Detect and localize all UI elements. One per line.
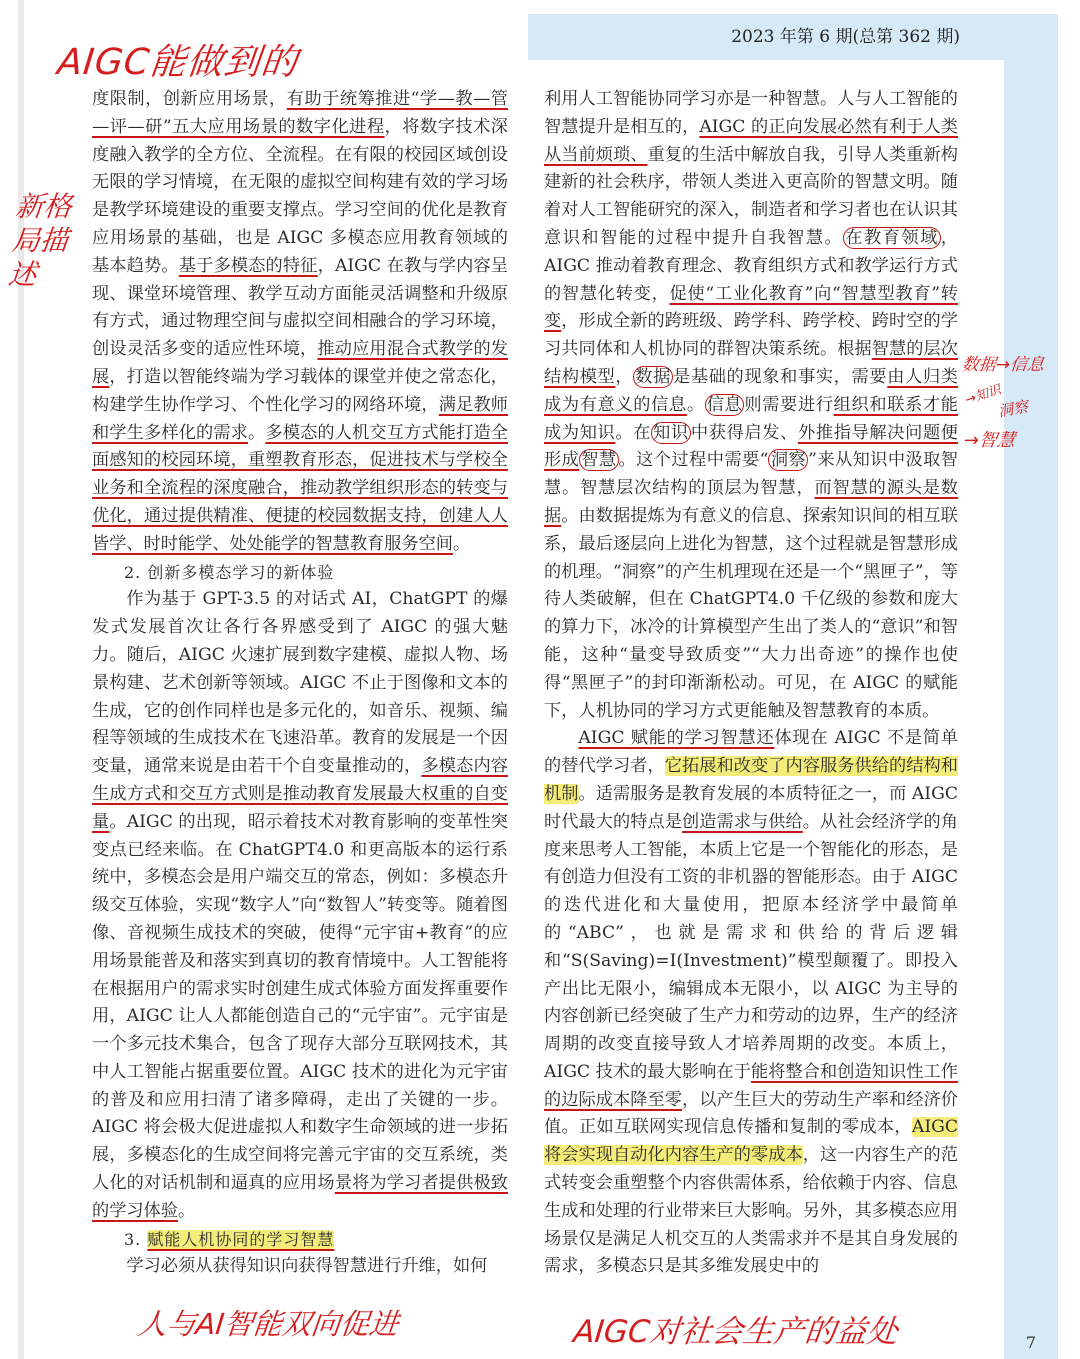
highlighted-text: AIGC 将会实现自动化内容生产的零成本 — [544, 1117, 958, 1166]
issue-header: 2023 年第 6 期(总第 362 期) — [731, 27, 960, 47]
text-run: 度限制，创新应用场景， — [92, 89, 287, 109]
highlighted-heading: 赋能人机协同的学习智慧 — [147, 1229, 335, 1249]
text-run: 。从社会经济学的角度来思考人工智能，本质上它是一个智能化的形态，是有创造力但没有工资的非机器的智能形态。由于 AIGC 的迭代进化和大量使用，把原本经济学中最简单的“ABC”，也就是需求和供给的背后逻辑和“S(Saving)=I(Investment)”模型颠覆了。即投入产出比无限小，编辑成本无限小，以 AIGC 为主导的内容创新已经突破了生产力和劳动的边界，生产的经济周期的改变直接导致人才培养周期的改变。本质上，AIGC 技术的最大影响在于 — [544, 811, 958, 1082]
underlined-text: 由人归类成为有意义的信息 — [544, 366, 958, 415]
circled-text: 知识 — [653, 422, 689, 443]
circled-text: 洞察 — [770, 450, 807, 471]
left-paragraph-3: 学习必须从获得知识向获得智慧进行升维，如何 — [126, 1256, 488, 1277]
circled-text: 在教育领域 — [845, 227, 939, 248]
text-run: 。由数据提炼为有意义的信息、探索知识间的相互联系，最后逐层向上进化为智慧，这个过程就是智慧形成的机理。“洞察”的产生机理现在还是一个“黑匣子”，等待人类破解，但在 ChatGPT4.0 千亿级的参数和庞大的算力下，冰冷的计算模型产生出了类人的“意识”和智能，这种“量变导致质变”“大力出奇迹”的操作也使得“黑匣子”的封印渐渐松动。可见，在 AIGC 的赋能下，人机协同的学习方式更能触及智慧教育的本质。 — [544, 505, 958, 721]
underlined-text: 有助于统筹推进“学—教—管—评—研”五大应用场景的数字化进程 — [92, 89, 508, 137]
text-run: 。在 — [615, 422, 652, 443]
left-paragraph-2 — [92, 586, 508, 1225]
circled-text: 数据 — [635, 366, 671, 387]
text-run: ，AIGC 在教与学内容呈现、课堂环境管理、教学互动方面能灵活调整和升级原有方式，通过物理空间与虚拟空间相融合的学习环境，创设灵活多变的适应性环境， — [92, 255, 508, 360]
underlined-text: 组织和联系才能成为知识 — [544, 394, 958, 443]
text-run: ”来从知识中汲取智慧。智慧层次结构的顶层为智慧， — [544, 450, 958, 499]
handwritten-note-side: 新格局描述 — [6, 190, 74, 291]
text-run: 。AIGC 的出现，昭示着技术对教育影响的变革性突变点已经来临。在 ChatGPT4.0 和更高版本的运行系统中，多模态会是用户端交互的常态，例如：多模态升级交互体验，实现“数字人”向“数智人”转变等。随着图像、音视频生成技术的突破，使得“元宇宙+教育”的应用场景能普及和落实到真切的教育情境中。人工智能将在根据用户的需求实时创建生成式体验方面发挥重要作用，AIGC 让人人都能创造自己的“元宇宙”。元宇宙是一个多元技术集合，包含了现存大部分互联网技术，其中人工智能占据重要位置。AIGC 技术的进化为元宇宙的普及和应用扫清了诸多障碍，走出了关键的一步。AIGC 将会极大促进虚拟人和数字生命领域的进一步拓展，多模态化的生成空间将完善元宇宙的交互系统，类人化的对话机制和逼真的应用场 — [92, 811, 508, 1194]
text-run: ，AIGC 推动着教育理念、教育组织方式和教学运行方式的智慧化转变， — [544, 227, 958, 304]
side-band — [1004, 60, 1058, 1359]
text-run: 体现在 AIGC 不是简单的替代学习者， — [544, 728, 959, 777]
text-run: 利用人工智能协同学习亦是一种智慧。人与人工智能的智慧提升是相互的， — [544, 89, 958, 137]
section-heading-2: 2. 创新多模态学习的新体验 — [124, 562, 335, 582]
text-run: 则需要进行 — [744, 394, 834, 415]
underlined-text: 创造需求与供给 — [682, 811, 803, 832]
text-run: ，形成全新的跨班级、跨学科、跨学校、跨时空的学习共同体和人机协同的群智决策系统。根据 — [544, 311, 958, 360]
section-heading-3 — [92, 1226, 508, 1254]
text-run: ，以产生巨大的劳动生产率和经济价值。正如互联网实现信息传播和复制的零成本， — [544, 1089, 958, 1138]
underlined-text: 而智慧的源头是数据 — [544, 478, 958, 526]
handwritten-note-knowledge: →知识 — [963, 382, 1003, 409]
page-number: 7 — [1025, 1333, 1037, 1352]
text-run: ，打造以智能终端为学习载体的课堂并使之常态化，构建学生协作学习、个性化学习的网络环境， — [92, 366, 508, 415]
text-run: 。适需服务是教育发展的本质特征之一，而 AIGC 时代最大的特点是 — [544, 783, 958, 832]
underlined-text: 促使“工业化教育”向“智慧型教育”转变 — [544, 283, 958, 332]
text-run: 。 — [248, 422, 266, 443]
text-run: 重复的生活中解放自我，引导人类重新构建新的社会秩序，带领人类进入更高阶的智慧文明。随着对人工智能研究的深入，制造者和学习者也在认识其意识和智能的过程中提升自我智慧。 — [544, 144, 958, 248]
handwritten-note-wisdom: →智慧 — [962, 430, 1017, 451]
underlined-text: 基于多模态的特征 — [178, 255, 318, 276]
underlined-text: 外推指导解决问题便形成 — [544, 422, 958, 471]
circled-text: 信息 — [706, 394, 743, 415]
underlined-text: 能将整合和创造知识性工作的边际成本降至零 — [544, 1061, 958, 1110]
text-run: 。这个过程中需要“ — [618, 450, 769, 471]
left-paragraph-1 — [92, 86, 508, 559]
right-paragraph-2 — [544, 725, 958, 1281]
underlined-text: 推动应用混合式教学的发展 — [92, 339, 508, 387]
right-paragraph-1 — [544, 86, 958, 725]
heading-number: 3. — [124, 1229, 142, 1249]
handwritten-note-bottom-right: AIGC对社会生产的益处 — [571, 1314, 900, 1350]
text-run: 。 — [686, 394, 705, 415]
text-run: ， — [615, 366, 634, 387]
underlined-text: AIGC 赋能的学习智慧还 — [578, 728, 775, 749]
left-column — [92, 86, 508, 1281]
underlined-text: 多模态的人机交互方式能打造全面感知的校园环境，重塑教育形态，促进技术与学校全业务和全流程的深度融合，推动教学组织形态的转变与优化，通过提供精准、便捷的校园数据支持，创建人人皆学、时时能学、处处能学的智慧教育服务空间 — [92, 422, 508, 554]
text-run: ，将数字技术深度融入教学的全方位、全流程。在有限的校园区域创设无限的学习情境，在无限的虚拟空间构建有效的学习场是教学环境建设的重要支撑点。学习空间的优化是教育应用场景的基础，也是 AIGC 多模态应用教育领域的基本趋势。 — [92, 116, 508, 276]
underlined-text: 多模态内容生成方式和交互方式则是推动教育发展最大权重的自变量 — [92, 756, 508, 832]
underlined-text: 景将为学习者提供极致的学习体验 — [92, 1173, 508, 1221]
right-column — [544, 86, 958, 1281]
highlighted-text: 它拓展和改变了内容服务供给的结构和机制 — [544, 756, 958, 804]
text-run: 是基础的现象和事实，需要 — [673, 366, 888, 387]
underlined-text: 满足教师和学生多样化的需求 — [92, 394, 508, 443]
text-run: 。 — [177, 1200, 196, 1221]
handwritten-note-data: 数据→信息 — [960, 355, 1046, 375]
handwritten-note-insight: 洞察 — [996, 397, 1030, 421]
handwritten-note-top: AIGC能做到的 — [55, 42, 301, 83]
underlined-text: AIGC 的正向发展必然有利于人类从当前烦琐、 — [544, 116, 958, 165]
text-run: 作为基于 GPT-3.5 的对话式 AI，ChatGPT 的爆发式发展首次让各行各界感受到了 AIGC 的强大魅力。随后，AIGC 火速扩展到数字建模、虚拟人物、场景构建、艺术创新等领域。AIGC 不止于图像和文本的生成，它的创作同样也是多元化的，如音乐、视频、编程等领域的生成技术在飞速沿革。教育的发展是一个因变量，通常来说是由若干个自变量推动的， — [92, 589, 508, 777]
circled-text: 智慧 — [581, 450, 617, 471]
text-run: 。 — [452, 533, 471, 554]
text-run: ，这一内容生产的范式转变会重塑整个内容供需体系，给依赖于内容、信息生成和处理的行业带来巨大影响。另外，其多模态应用场景仅是满足人机交互的人类需求并不是其自身发展的需求，多模态只是其多维发展史中的 — [544, 1145, 958, 1277]
underlined-text: 智慧的层次结构模型 — [544, 339, 958, 387]
text-run: 中获得启发、 — [690, 422, 798, 443]
handwritten-note-bottom-left: 人与AI智能双向促进 — [136, 1307, 401, 1341]
